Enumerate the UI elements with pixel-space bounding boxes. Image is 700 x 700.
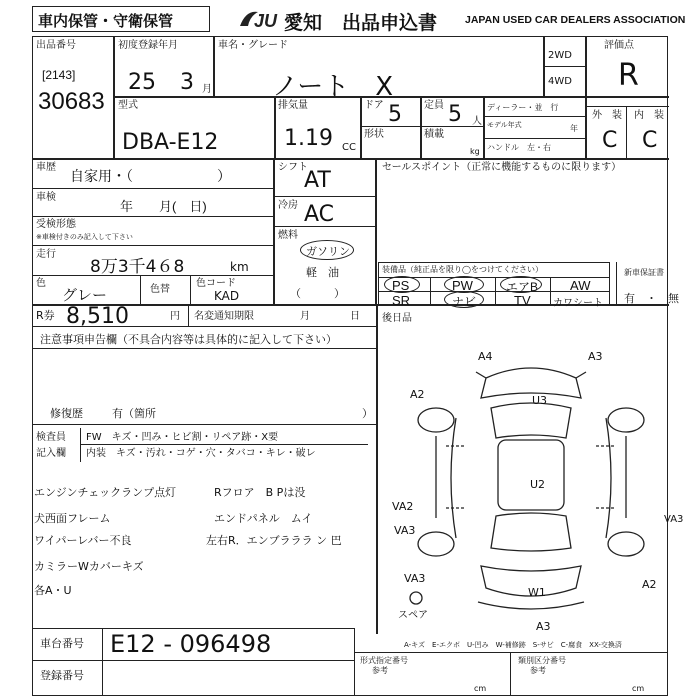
load-label: 積載 bbox=[424, 129, 444, 140]
note-7: カミラーWカバーキズ bbox=[34, 560, 144, 573]
mark-va3-left: VA3 bbox=[394, 524, 416, 537]
note-8: 各A・U bbox=[34, 584, 72, 597]
recycle-value: 8,510 bbox=[66, 304, 129, 329]
history-value: 自家用・（ ） bbox=[70, 168, 231, 184]
cm-1: cm bbox=[474, 684, 487, 693]
fuel-other: （ ） bbox=[290, 288, 345, 300]
note-6: 左右R．エンブラララ ン 巴 bbox=[206, 534, 342, 547]
reg-month: 3 bbox=[180, 70, 194, 95]
ju-logo bbox=[236, 6, 282, 32]
assoc-name: JAPAN USED CAR DEALERS ASSOCIATION bbox=[465, 14, 686, 26]
equip-label: 装備品（純正品を限り◯をつけてください） bbox=[382, 265, 543, 274]
form-title: 出品申込書 bbox=[342, 13, 438, 34]
warranty-label: 新車保証書 bbox=[624, 268, 664, 277]
mark-a2-left: A2 bbox=[410, 388, 425, 401]
note-1: エンジンチェックランプ点灯 bbox=[34, 486, 177, 499]
interior-label: 内 装 bbox=[634, 110, 664, 121]
ac-value: AC bbox=[304, 202, 335, 227]
exterior-value: C bbox=[602, 128, 618, 153]
inspector-label: 検査員 bbox=[36, 432, 66, 443]
seat-unit: 人 bbox=[472, 116, 482, 127]
note-4: エンドパネル ムイ bbox=[214, 512, 313, 525]
exterior-label: 外 装 bbox=[592, 110, 622, 121]
fw-line: FW キズ・凹み・ヒビ割・リペア跡・X要 bbox=[86, 432, 279, 443]
color-value: グレー bbox=[62, 286, 108, 304]
note-3: 犬西面フレーム bbox=[34, 512, 111, 525]
rating-value: R bbox=[618, 58, 639, 93]
note-2: Rフロア B Pは没 bbox=[214, 486, 306, 499]
equip-sr: SR bbox=[392, 293, 411, 308]
fuel-light-oil: 軽 油 bbox=[306, 267, 339, 279]
repair-value: 有（箇所 bbox=[112, 407, 156, 420]
org-name: 愛知 bbox=[284, 13, 323, 34]
interior-value: C bbox=[642, 128, 658, 153]
sales-label: セールスポイント（正常に機能するものに限ります） bbox=[382, 162, 622, 173]
history-label: 車歴 bbox=[36, 162, 56, 173]
seat-label: 定員 bbox=[424, 100, 444, 111]
mark-a4: A4 bbox=[478, 350, 493, 363]
year-unit: 年 bbox=[570, 124, 578, 133]
mark-va2: VA2 bbox=[392, 500, 414, 513]
mark-a3-bottom: A3 bbox=[536, 620, 551, 633]
mark-a2-right: A2 bbox=[642, 578, 657, 591]
seat-value: 5 bbox=[448, 102, 462, 127]
color-label: 色 bbox=[36, 278, 46, 289]
lot-small: [2143] bbox=[42, 68, 76, 82]
equip-ps: PS bbox=[392, 278, 410, 293]
receipt-label: 受検形態 bbox=[36, 219, 76, 230]
door-value: 5 bbox=[388, 102, 402, 127]
model-year-label: モデル年式 bbox=[487, 121, 522, 129]
category-label: 類別区分番号 bbox=[518, 656, 566, 665]
equip-navi-circle bbox=[444, 291, 484, 308]
repair-label: 修復歴 bbox=[50, 407, 83, 420]
drive-4wd: 4WD bbox=[548, 76, 572, 87]
logo-text: JU bbox=[254, 11, 278, 31]
rear-label: 後日品 bbox=[382, 313, 412, 324]
shift-label: シフト bbox=[278, 162, 308, 173]
equip-power-seat: カワシート bbox=[553, 298, 603, 309]
drive-2wd: 2WD bbox=[548, 50, 572, 61]
notes-label: 注意事項申告欄（不具合内容等は具体的に記入して下さい） bbox=[40, 333, 337, 346]
reg-year: 25 bbox=[128, 70, 156, 95]
spare-label: スペア bbox=[398, 610, 428, 621]
warranty-value: 有 ・ 無 bbox=[624, 293, 679, 305]
mileage-unit: km bbox=[230, 260, 249, 274]
mark-w1: W1 bbox=[528, 586, 546, 599]
mark-a3-top: A3 bbox=[588, 350, 603, 363]
handle-label: ハンドル 左・右 bbox=[487, 143, 551, 152]
inspection-label: 車検 bbox=[36, 192, 56, 203]
lot-label: 出品番号 bbox=[36, 40, 76, 51]
mileage-label: 走行 bbox=[36, 249, 56, 260]
form-type-ref: 参考 bbox=[372, 666, 388, 675]
shape-label: 形状 bbox=[364, 129, 384, 140]
equip-airbag-circle bbox=[500, 276, 542, 293]
form-type-label: 形式指定番号 bbox=[360, 656, 408, 665]
mark-va3-bottom: VA3 bbox=[404, 572, 426, 585]
repaint-label: 色替 bbox=[150, 284, 170, 295]
chassis-label: 車台番号 bbox=[40, 637, 84, 650]
storage-label: 車内保管・守衛保管 bbox=[38, 13, 174, 30]
note-5: ワイパーレバー不良 bbox=[34, 534, 132, 547]
equip-ps-circle bbox=[384, 276, 420, 293]
equip-tv: TV bbox=[514, 293, 531, 308]
month-unit: 月 bbox=[202, 84, 212, 95]
cc-unit: CC bbox=[342, 142, 356, 153]
type-value: DBA-E12 bbox=[122, 130, 219, 155]
cc-label: 排気量 bbox=[278, 100, 308, 111]
cm-2: cm bbox=[632, 684, 645, 693]
mark-va3-right: VA3 bbox=[664, 514, 684, 525]
recycle-unit: 円 bbox=[170, 311, 180, 322]
load-unit: kg bbox=[470, 147, 480, 156]
recycle-label: R券 bbox=[36, 309, 55, 322]
fuel-gasoline: ガソリン bbox=[306, 246, 350, 258]
interior-line: 内装 キズ・汚れ・コゲ・穴・タバコ・キレ・破レ bbox=[86, 448, 316, 459]
damage-legend: A-キズ E-エクボ U-凹み W-補修跡 S-サビ C-腐食 XX-交換済 bbox=[404, 641, 622, 649]
equip-pw: PW bbox=[452, 278, 473, 293]
notice-day: 日 bbox=[350, 311, 360, 322]
equip-navi: ナビ bbox=[452, 295, 477, 309]
category-ref: 参考 bbox=[530, 666, 546, 675]
notice-label: 名変通知期限 bbox=[194, 311, 254, 322]
receipt-note: ※車検付きのみ記入して下さい bbox=[36, 233, 133, 241]
color-code-label: 色コード bbox=[196, 278, 236, 289]
cc-value: 1.19 bbox=[284, 126, 333, 151]
equip-aw: AW bbox=[570, 278, 591, 293]
chassis-value: E12 - 096498 bbox=[110, 630, 272, 658]
lot-number: 30683 bbox=[38, 88, 105, 115]
equip-airbag: エアB bbox=[506, 280, 539, 294]
shift-value: AT bbox=[304, 168, 331, 193]
door-label: ドア bbox=[364, 100, 384, 111]
dealer-label: ディーラー・並 行 bbox=[487, 103, 559, 112]
model-value: ノート X bbox=[272, 72, 394, 102]
fuel-label: 燃料 bbox=[278, 230, 298, 241]
reg-number-label: 登録番号 bbox=[40, 669, 84, 682]
ac-label: 冷房 bbox=[278, 200, 298, 211]
mileage-value: 8万3千4６8 bbox=[90, 257, 185, 277]
rating-label: 評価点 bbox=[604, 40, 634, 51]
type-label: 型式 bbox=[118, 100, 138, 111]
notice-month: 月 bbox=[300, 311, 310, 322]
mark-u2: U2 bbox=[530, 478, 546, 491]
entry-label: 記入欄 bbox=[36, 448, 66, 459]
color-code-value: KAD bbox=[214, 289, 240, 303]
repair-close: ） bbox=[362, 407, 373, 420]
model-label: 車名・グレード bbox=[218, 40, 288, 51]
reg-label: 初度登録年月 bbox=[118, 40, 178, 51]
inspection-value: 年 月( 日) bbox=[120, 199, 207, 214]
mark-u3: U3 bbox=[532, 394, 548, 407]
